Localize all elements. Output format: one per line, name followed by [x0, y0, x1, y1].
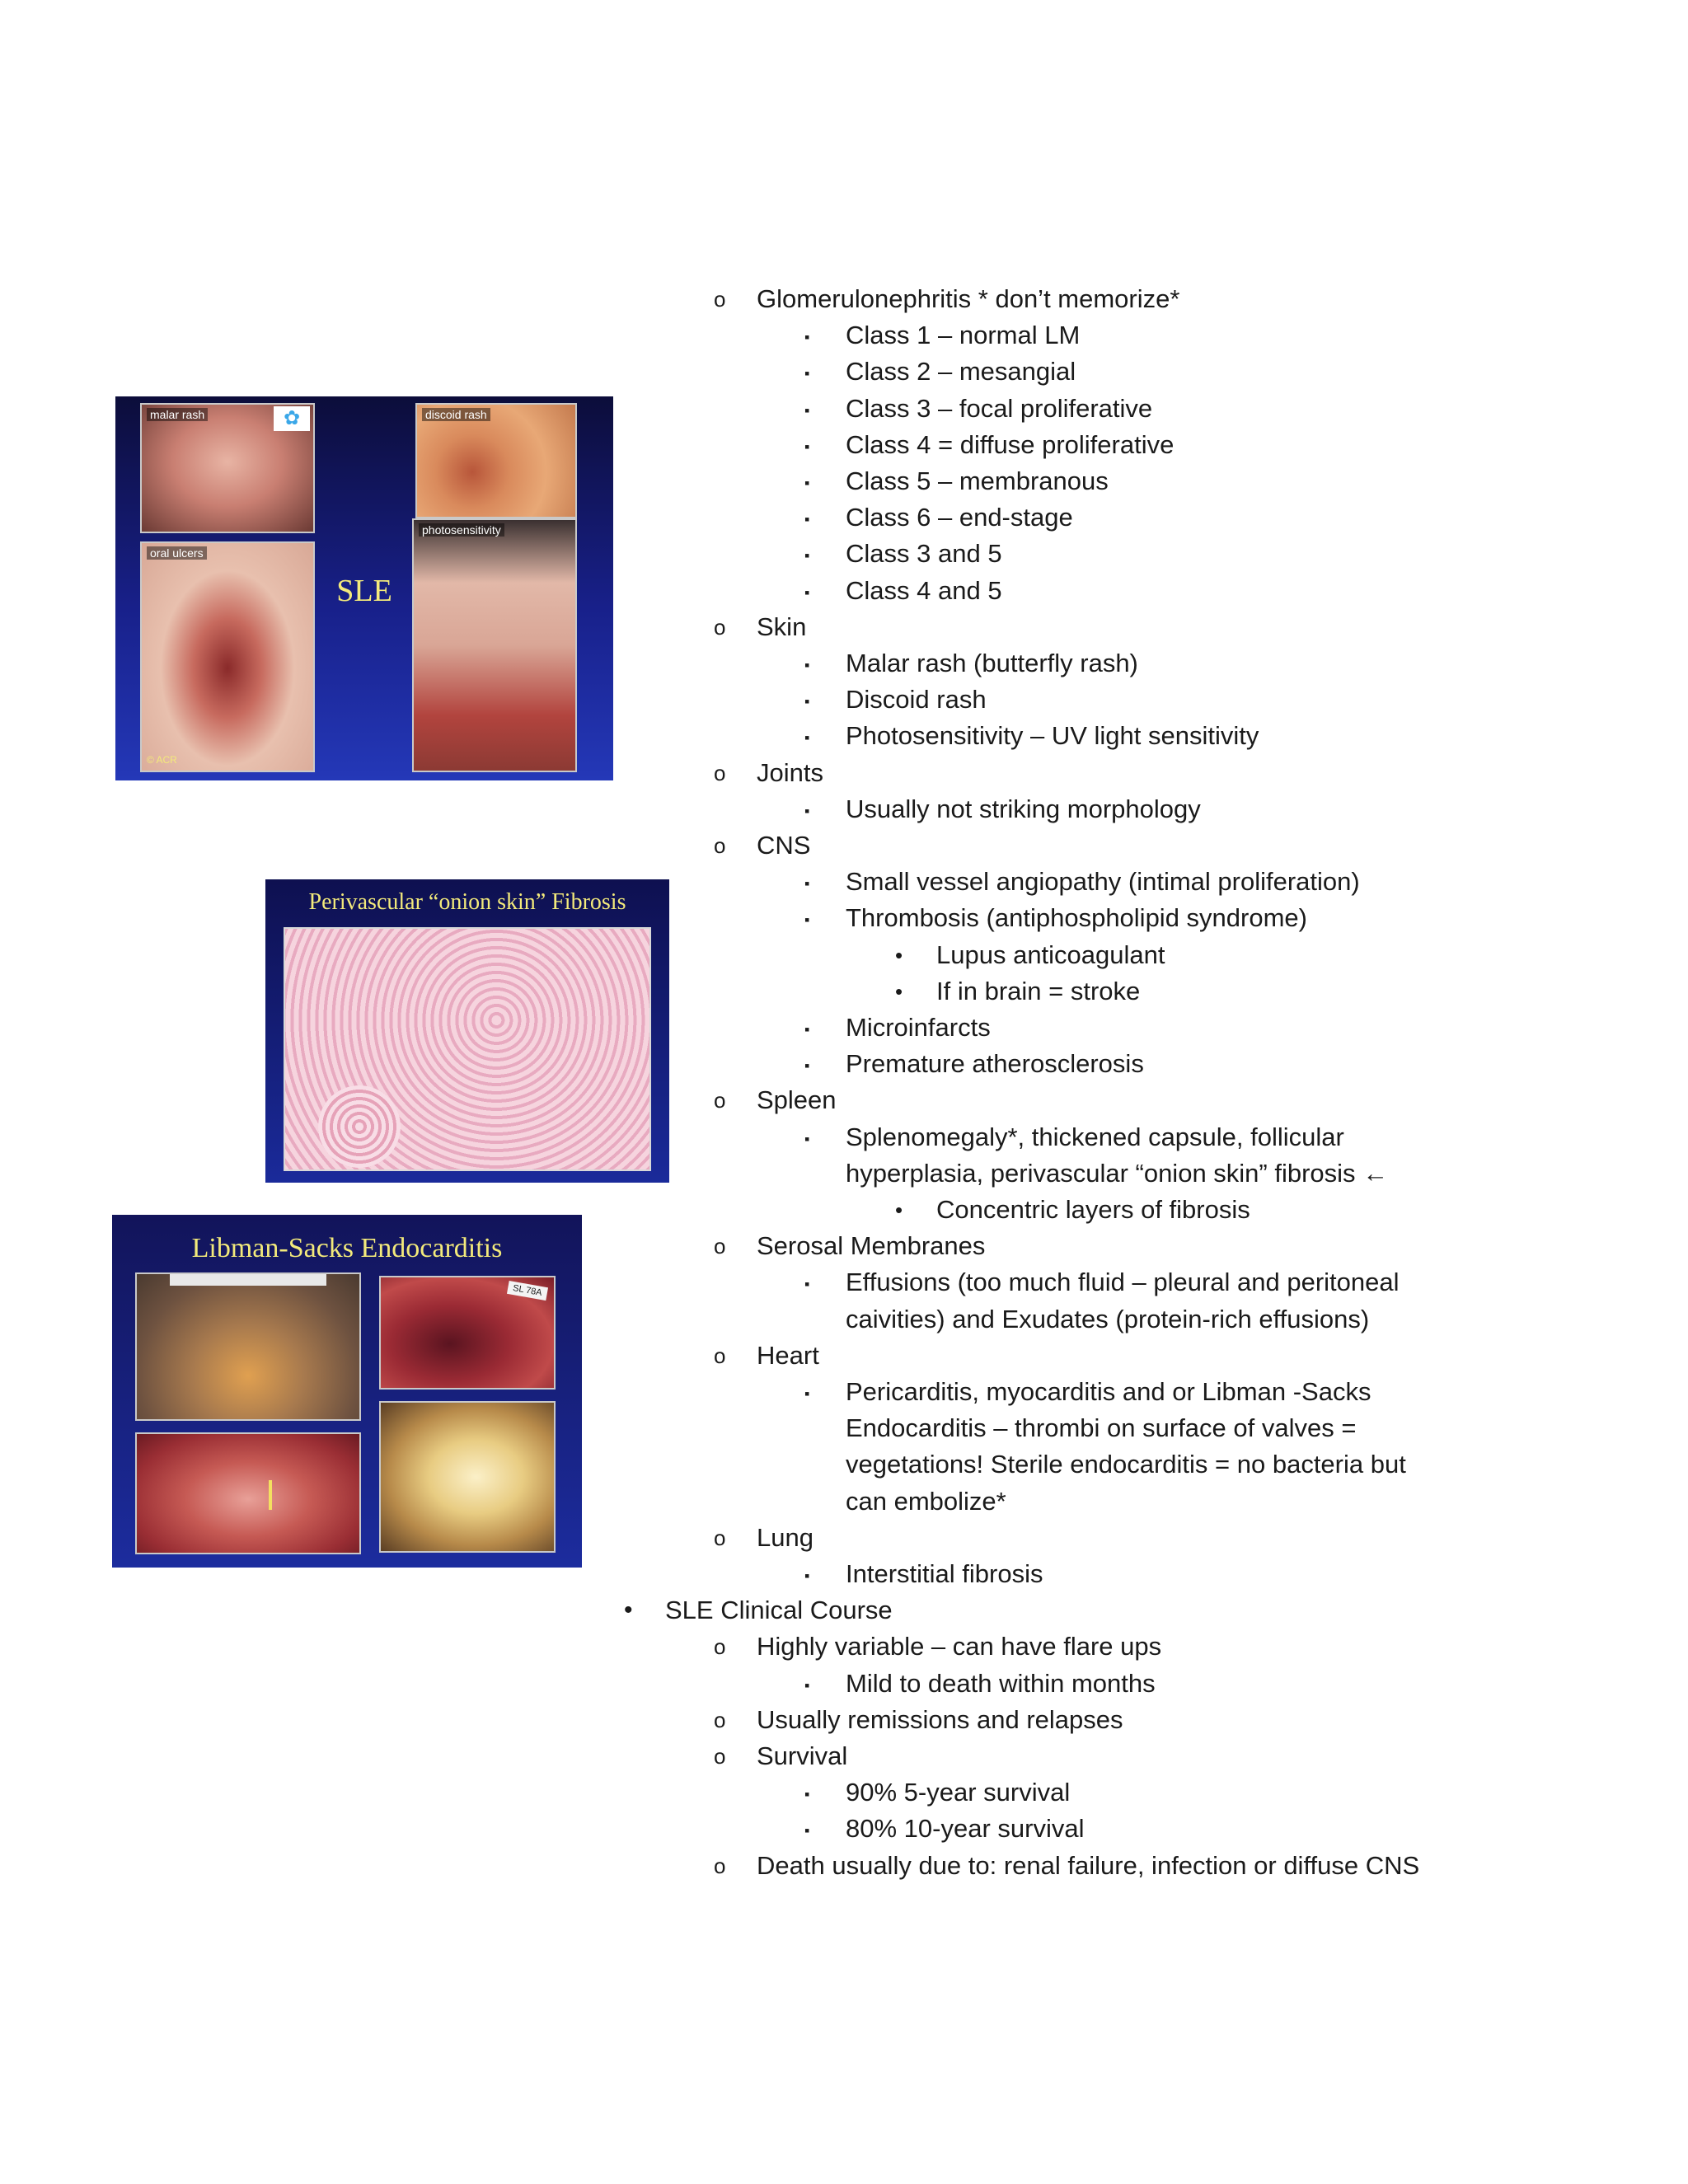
- oral-ulcers-photo: [140, 541, 315, 772]
- outline-text: Class 1 – normal LM: [846, 321, 1081, 350]
- bullet-marker: ▪: [804, 1385, 810, 1402]
- outline-text: Thrombosis (antiphospholipid syndrome): [846, 903, 1307, 933]
- outline-item-level-4: [895, 1193, 1451, 1226]
- bullet-marker: o: [714, 1853, 726, 1878]
- butterfly-icon: ✿: [274, 406, 310, 431]
- outline-text: Concentric layers of fibrosis: [936, 1195, 1250, 1224]
- outline-item-level-2: [714, 283, 1451, 316]
- outline-text: Usually remissions and relapses: [757, 1704, 1123, 1734]
- bullet-marker: ▪: [804, 1057, 810, 1075]
- outline-text: Lupus anticoagulant: [936, 940, 1165, 969]
- outline-text: Mild to death within months: [846, 1668, 1156, 1698]
- outline-item-level-2: [714, 1849, 1451, 1882]
- outline-text: hyperplasia, perivascular “onion skin” fibrosis ←: [846, 1158, 1389, 1188]
- panel-label: oral ulcers: [147, 546, 207, 560]
- sle-center-label: SLE: [336, 574, 392, 608]
- outline-item-level-4: [895, 939, 1451, 972]
- outline-item-level-3: [804, 1812, 1451, 1845]
- outline-item-level-2: [714, 1521, 1451, 1554]
- bullet-marker: ▪: [804, 875, 810, 893]
- bullet-marker: ▪: [804, 511, 810, 528]
- histology-photo: [284, 927, 651, 1171]
- outline-item-level-3: [804, 1776, 1451, 1809]
- outline-item-level-3: [804, 647, 1451, 680]
- bullet-marker: o: [714, 1634, 726, 1660]
- outline-text: Malar rash (butterfly rash): [846, 649, 1138, 677]
- bullet-marker: •: [895, 1197, 903, 1222]
- outline-text: Premature atherosclerosis: [846, 1049, 1144, 1079]
- outline-text: Glomerulonephritis * don’t memorize*: [757, 284, 1180, 313]
- outline-text: Serosal Membranes: [757, 1231, 986, 1261]
- small-vessel-ring: [318, 1085, 401, 1168]
- bullet-marker: ▪: [804, 1021, 810, 1038]
- outline-item-level-3: [804, 1558, 1451, 1591]
- bullet-marker: •: [624, 1596, 633, 1624]
- outline-item-level-2: [714, 1230, 1451, 1263]
- bullet-marker: o: [714, 1088, 726, 1113]
- bullet-marker: ▪: [804, 583, 810, 601]
- outline-text: Skin: [757, 612, 807, 641]
- outline-item-level-3: [804, 1448, 1451, 1481]
- bullet-marker: o: [714, 1744, 726, 1769]
- outline-text: If in brain = stroke: [936, 976, 1141, 1005]
- bullet-marker: ▪: [804, 1786, 810, 1803]
- outline-text: Lung: [757, 1522, 814, 1552]
- outline-text: Effusions (too much fluid – pleural and peritoneal: [846, 1268, 1400, 1297]
- ruler: [170, 1274, 326, 1286]
- bullet-marker: o: [714, 614, 726, 640]
- outline-text: Heart: [757, 1340, 819, 1370]
- outline-text: Class 4 and 5: [846, 575, 1002, 605]
- outline-text: caivities) and Exudates (protein-rich effusions): [846, 1304, 1370, 1333]
- bullet-marker: o: [714, 1525, 726, 1550]
- outline-text: Class 6 – end-stage: [846, 503, 1073, 532]
- outline-item-level-3: [804, 1157, 1451, 1190]
- bullet-marker: ▪: [804, 365, 810, 382]
- outline-item-level-3: [804, 1485, 1451, 1518]
- bullet-marker: ▪: [804, 438, 810, 455]
- outline-text: Photosensitivity – UV light sensitivity: [846, 721, 1259, 751]
- valve-specimen-photo-3: [135, 1432, 361, 1554]
- bullet-marker: ▪: [804, 729, 810, 747]
- photosensitivity-photo: [412, 518, 577, 772]
- bullet-marker: ▪: [804, 693, 810, 710]
- outline-item-level-3: [804, 392, 1451, 425]
- outline-text: Usually not striking morphology: [846, 794, 1201, 823]
- bullet-marker: o: [714, 1234, 726, 1259]
- specimen-tag: SL 78A: [507, 1281, 548, 1301]
- outline-text: Class 2 – mesangial: [846, 357, 1076, 387]
- panel-label: discoid rash: [422, 408, 490, 421]
- outline-item-level-1: [624, 1594, 1451, 1627]
- outline-text: Class 5 – membranous: [846, 466, 1109, 495]
- outline-item-level-2: [714, 611, 1451, 644]
- outline-item-level-2: [714, 1740, 1451, 1773]
- outline-item-level-2: [714, 1630, 1451, 1663]
- outline-text: Splenomegaly*, thickened capsule, follicular: [846, 1122, 1344, 1151]
- bullet-marker: ▪: [804, 1822, 810, 1840]
- perivascular-fibrosis-figure: [265, 879, 669, 1183]
- outline-text: Class 3 and 5: [846, 539, 1002, 569]
- outline-item-level-3: [804, 465, 1451, 498]
- bullet-marker: ▪: [804, 1676, 810, 1694]
- outline-item-level-2: [714, 1339, 1451, 1372]
- outline-item-level-3: [804, 1011, 1451, 1044]
- outline-item-level-3: [804, 355, 1451, 388]
- outline-text: Spleen: [757, 1085, 837, 1115]
- panel-label: malar rash: [147, 408, 208, 421]
- outline-text: Survival: [757, 1741, 848, 1770]
- bullet-marker: o: [714, 1343, 726, 1368]
- bullet-marker: o: [714, 1707, 726, 1732]
- outline-text: Interstitial fibrosis: [846, 1559, 1043, 1588]
- outline-item-level-2: [714, 757, 1451, 790]
- outline-text: Pericarditis, myocarditis and or Libman -Sacks: [846, 1377, 1372, 1406]
- valve-specimen-photo-1: [135, 1272, 361, 1421]
- outline-item-level-3: [804, 429, 1451, 462]
- outline-text: 90% 5-year survival: [846, 1778, 1071, 1807]
- outline-text: Highly variable – can have flare ups: [757, 1632, 1162, 1661]
- outline-item-level-3: [804, 1303, 1451, 1336]
- outline-text: CNS: [757, 831, 811, 860]
- outline-item-level-4: [895, 975, 1451, 1008]
- bullet-marker: ▪: [804, 475, 810, 491]
- figure-title: Libman-Sacks Endocarditis: [191, 1233, 503, 1263]
- outline-text: Endocarditis – thrombi on surface of valves =: [846, 1413, 1357, 1443]
- outline-item-level-3: [804, 574, 1451, 607]
- malar-rash-photo: [140, 403, 315, 533]
- outline-text: Death usually due to: renal failure, infection or diffuse CNS: [757, 1850, 1420, 1880]
- sle-figure: [115, 396, 613, 780]
- bullet-marker: o: [714, 833, 726, 858]
- bullet-marker: ▪: [804, 657, 810, 673]
- outline-text: can embolize*: [846, 1486, 1006, 1516]
- outline-item-level-3: [804, 719, 1451, 752]
- bullet-marker: o: [714, 287, 726, 312]
- outline-text: Class 3 – focal proliferative: [846, 393, 1153, 423]
- outline-item-level-3: [804, 902, 1451, 935]
- outline-item-level-2: [714, 1084, 1451, 1117]
- outline-text: Class 4 = diffuse proliferative: [846, 429, 1175, 459]
- valve-specimen-photo-2: [379, 1276, 556, 1390]
- bullet-marker: o: [714, 760, 726, 785]
- outline-item-level-2: [714, 1704, 1451, 1736]
- outline-item-level-3: [804, 319, 1451, 352]
- arrow-indicator: [269, 1480, 272, 1510]
- outline-text: vegetations! Sterile endocarditis = no bacteria but: [846, 1450, 1406, 1479]
- bullet-marker: ▪: [804, 547, 810, 565]
- bullet-marker: ▪: [804, 802, 810, 819]
- outline-text: Discoid rash: [846, 685, 987, 715]
- bullet-marker: ▪: [804, 912, 810, 929]
- valve-specimen-photo-4: [379, 1401, 556, 1553]
- outline-item-level-3: [804, 1047, 1451, 1080]
- libman-sacks-figure: [112, 1215, 582, 1568]
- outline-item-level-3: [804, 1376, 1451, 1408]
- bullet-marker: ▪: [804, 1568, 810, 1584]
- bullet-marker: •: [895, 942, 903, 968]
- outline-item-level-3: [804, 1121, 1451, 1154]
- bullet-marker: ▪: [804, 1276, 810, 1293]
- outline-item-level-3: [804, 865, 1451, 898]
- discoid-rash-photo: [415, 403, 577, 518]
- outline-item-level-3: [804, 537, 1451, 570]
- outline-item-level-3: [804, 793, 1451, 826]
- outline-item-level-3: [804, 1667, 1451, 1700]
- outline-item-level-3: [804, 1412, 1451, 1445]
- bullet-marker: •: [895, 978, 903, 1004]
- outline-text: 80% 10-year survival: [846, 1814, 1085, 1844]
- outline-item-level-3: [804, 501, 1451, 534]
- outline-item-level-2: [714, 829, 1451, 862]
- outline-item-level-3: [804, 1266, 1451, 1299]
- outline-text: SLE Clinical Course: [665, 1596, 893, 1625]
- panel-label: photosensitivity: [419, 523, 504, 537]
- outline-text: Small vessel angiopathy (intimal proliferation): [846, 867, 1360, 897]
- outline-text: Microinfarcts: [846, 1013, 991, 1042]
- outline-item-level-3: [804, 683, 1451, 716]
- figure-title: Perivascular “onion skin” Fibrosis: [308, 889, 626, 915]
- copyright-mark: © ACR: [147, 754, 177, 766]
- outline-text: Joints: [757, 757, 823, 787]
- bullet-marker: ▪: [804, 401, 810, 419]
- bullet-marker: ▪: [804, 329, 810, 346]
- bullet-marker: ▪: [804, 1130, 810, 1147]
